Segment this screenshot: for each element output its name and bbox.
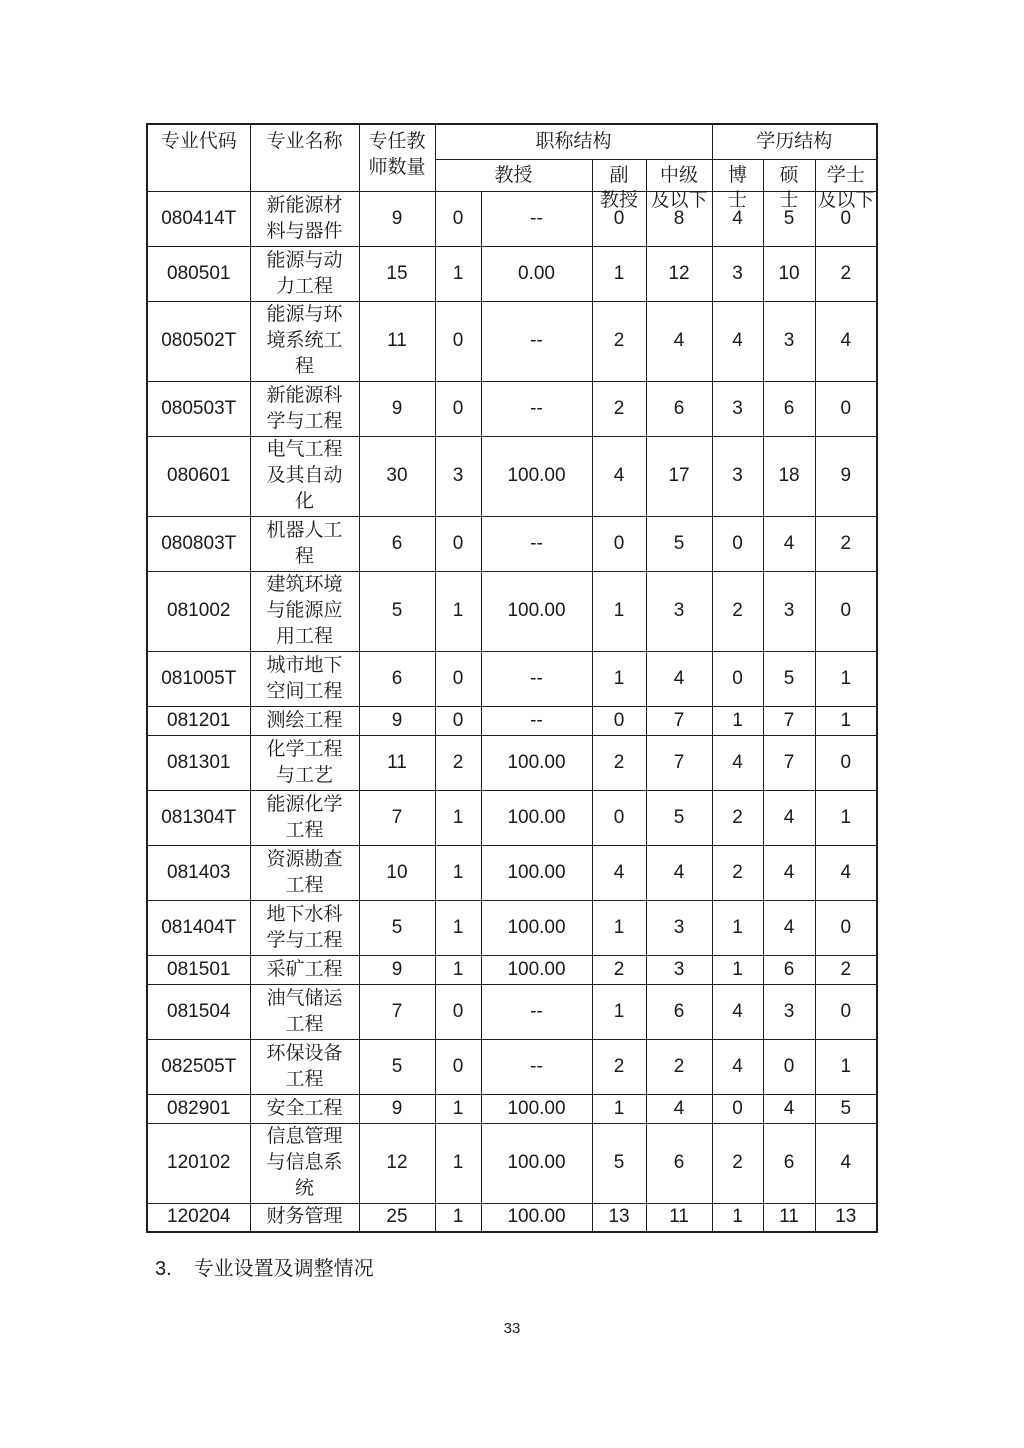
- professor-percent-cell: --: [481, 301, 592, 381]
- doctor-count-cell: 1: [712, 900, 763, 955]
- bachelor-count-cell: 13: [815, 1203, 877, 1232]
- bachelor-count-cell: 2: [815, 516, 877, 571]
- professor-count-cell: 1: [435, 845, 481, 900]
- professor-percent-cell: 100.00: [481, 955, 592, 984]
- professor-percent-cell: 100.00: [481, 436, 592, 516]
- associate-count-cell: 1: [592, 900, 646, 955]
- associate-count-cell: 2: [592, 301, 646, 381]
- major-code-cell: 120204: [147, 1203, 250, 1232]
- major-code-cell: 120102: [147, 1123, 250, 1203]
- associate-count-cell: 2: [592, 1039, 646, 1094]
- major-code-cell: 080501: [147, 246, 250, 301]
- associate-count-cell: 1: [592, 246, 646, 301]
- teacher-count-cell: 12: [359, 1123, 435, 1203]
- major-name-cell: 环保设备工程: [250, 1039, 359, 1094]
- bachelor-count-cell: 4: [815, 845, 877, 900]
- mid-level-count-cell: 3: [646, 955, 712, 984]
- doctor-count-cell: 0: [712, 516, 763, 571]
- bachelor-count-cell: 9: [815, 436, 877, 516]
- professor-count-cell: 1: [435, 1094, 481, 1123]
- major-name-cell: 能源与环境系统工程: [250, 301, 359, 381]
- major-code-cell: 081201: [147, 706, 250, 735]
- associate-count-cell: 2: [592, 955, 646, 984]
- table-row: [147, 651, 877, 706]
- professor-percent-cell: 100.00: [481, 790, 592, 845]
- table-row: [147, 1203, 877, 1232]
- table-row: [147, 845, 877, 900]
- major-code-cell: 080502T: [147, 301, 250, 381]
- professor-count-cell: 2: [435, 735, 481, 790]
- mid-level-count-cell: 8: [646, 191, 712, 246]
- major-code-cell: 081002: [147, 571, 250, 651]
- major-name-cell: 能源与动力工程: [250, 246, 359, 301]
- major-code-cell: 081301: [147, 735, 250, 790]
- table-row: [147, 246, 877, 301]
- teacher-count-cell: 10: [359, 845, 435, 900]
- master-count-cell: 0: [763, 1039, 815, 1094]
- associate-count-cell: 0: [592, 790, 646, 845]
- major-code-cell: 081501: [147, 955, 250, 984]
- mid-level-count-cell: 3: [646, 571, 712, 651]
- professor-count-cell: 0: [435, 706, 481, 735]
- major-name-cell: 化学工程与工艺: [250, 735, 359, 790]
- header-bachelor: 学士 及以下: [815, 159, 877, 191]
- header-master: 硕 士: [763, 159, 815, 191]
- doctor-count-cell: 2: [712, 1123, 763, 1203]
- bachelor-count-cell: 1: [815, 790, 877, 845]
- mid-level-count-cell: 6: [646, 1123, 712, 1203]
- professor-percent-cell: --: [481, 516, 592, 571]
- section-heading-text: 专业设置及调整情况: [193, 1258, 374, 1280]
- header-degree-structure-group: 学历结构: [712, 124, 877, 159]
- mid-level-count-cell: 5: [646, 790, 712, 845]
- major-code-cell: 081404T: [147, 900, 250, 955]
- bachelor-count-cell: 1: [815, 706, 877, 735]
- master-count-cell: 4: [763, 900, 815, 955]
- doctor-count-cell: 0: [712, 1094, 763, 1123]
- professor-percent-cell: 100.00: [481, 571, 592, 651]
- teacher-count-cell: 6: [359, 516, 435, 571]
- header-associate-clipped-line: 教授: [599, 189, 638, 211]
- table-row: [147, 381, 877, 436]
- professor-count-cell: 1: [435, 1203, 481, 1232]
- associate-count-cell: 0: [592, 516, 646, 571]
- table-row: [147, 1094, 877, 1123]
- teacher-count-cell: 15: [359, 246, 435, 301]
- table-row: [147, 516, 877, 571]
- bachelor-count-cell: 2: [815, 955, 877, 984]
- professor-count-cell: 0: [435, 651, 481, 706]
- bachelor-count-cell: 4: [815, 301, 877, 381]
- major-code-cell: 081403: [147, 845, 250, 900]
- table-row: [147, 571, 877, 651]
- major-name-cell: 城市地下空间工程: [250, 651, 359, 706]
- professor-count-cell: 1: [435, 955, 481, 984]
- major-code-cell: 080601: [147, 436, 250, 516]
- header-associate-professor: 副 教授: [592, 159, 646, 191]
- mid-level-count-cell: 4: [646, 651, 712, 706]
- major-name-cell: 地下水科学与工程: [250, 900, 359, 955]
- bachelor-count-cell: 4: [815, 1123, 877, 1203]
- header-doctor-clipped-line: 士: [728, 189, 748, 211]
- mid-level-count-cell: 12: [646, 246, 712, 301]
- major-name-cell: 新能源材料与器件: [250, 191, 359, 246]
- header-fulltime-teachers-line1: 专任教: [368, 131, 426, 152]
- associate-count-cell: 2: [592, 735, 646, 790]
- major-code-cell: 080803T: [147, 516, 250, 571]
- professor-count-cell: 0: [435, 301, 481, 381]
- header-doctor: 博 士: [712, 159, 763, 191]
- professor-percent-cell: --: [481, 651, 592, 706]
- teacher-count-cell: 5: [359, 1039, 435, 1094]
- major-code-cell: 081005T: [147, 651, 250, 706]
- teacher-count-cell: 30: [359, 436, 435, 516]
- major-name-cell: 安全工程: [250, 1094, 359, 1123]
- doctor-count-cell: 1: [712, 1203, 763, 1232]
- professor-count-cell: 1: [435, 571, 481, 651]
- teacher-count-cell: 9: [359, 955, 435, 984]
- master-count-cell: 5: [763, 651, 815, 706]
- doctor-count-cell: 2: [712, 790, 763, 845]
- professor-percent-cell: 100.00: [481, 1203, 592, 1232]
- professor-percent-cell: 100.00: [481, 1094, 592, 1123]
- major-code-cell: 082505T: [147, 1039, 250, 1094]
- professor-percent-cell: 100.00: [481, 735, 592, 790]
- teacher-count-cell: 7: [359, 790, 435, 845]
- doctor-count-cell: 4: [712, 735, 763, 790]
- professor-count-cell: 0: [435, 381, 481, 436]
- master-count-cell: 3: [763, 984, 815, 1039]
- page-number: 33: [503, 1320, 521, 1337]
- master-count-cell: 4: [763, 790, 815, 845]
- major-code-cell: 082901: [147, 1094, 250, 1123]
- professor-count-cell: 3: [435, 436, 481, 516]
- associate-count-cell: 1: [592, 984, 646, 1039]
- major-name-cell: 测绘工程: [250, 706, 359, 735]
- teacher-count-cell: 9: [359, 706, 435, 735]
- table-row: [147, 984, 877, 1039]
- doctor-count-cell: 4: [712, 984, 763, 1039]
- professor-count-cell: 0: [435, 191, 481, 246]
- master-count-cell: 3: [763, 301, 815, 381]
- major-name-cell: 建筑环境与能源应用工程: [250, 571, 359, 651]
- master-count-cell: 11: [763, 1203, 815, 1232]
- table-row: [147, 301, 877, 381]
- table-row: [147, 900, 877, 955]
- teacher-count-cell: 5: [359, 900, 435, 955]
- professor-percent-cell: --: [481, 984, 592, 1039]
- mid-level-count-cell: 4: [646, 1094, 712, 1123]
- table-row: [147, 706, 877, 735]
- major-code-cell: 081304T: [147, 790, 250, 845]
- major-code-cell: 080503T: [147, 381, 250, 436]
- header-fulltime-teachers: [359, 124, 435, 191]
- mid-level-count-cell: 5: [646, 516, 712, 571]
- professor-percent-cell: 100.00: [481, 900, 592, 955]
- master-count-cell: 4: [763, 516, 815, 571]
- teacher-count-cell: 9: [359, 381, 435, 436]
- major-code-cell: 081504: [147, 984, 250, 1039]
- header-master-clipped-line: 士: [779, 189, 799, 211]
- associate-count-cell: 2: [592, 381, 646, 436]
- professor-count-cell: 1: [435, 1123, 481, 1203]
- major-name-cell: 采矿工程: [250, 955, 359, 984]
- master-count-cell: 10: [763, 246, 815, 301]
- master-count-cell: 18: [763, 436, 815, 516]
- associate-count-cell: 4: [592, 436, 646, 516]
- major-name-cell: 电气工程及其自动化: [250, 436, 359, 516]
- master-count-cell: 6: [763, 1123, 815, 1203]
- teacher-count-cell: 5: [359, 571, 435, 651]
- doctor-count-cell: 2: [712, 571, 763, 651]
- bachelor-count-cell: 0: [815, 191, 877, 246]
- mid-level-count-cell: 17: [646, 436, 712, 516]
- master-count-cell: 6: [763, 955, 815, 984]
- doctor-count-cell: 3: [712, 246, 763, 301]
- professor-percent-cell: 100.00: [481, 1123, 592, 1203]
- doctor-count-cell: 3: [712, 436, 763, 516]
- teacher-count-cell: 25: [359, 1203, 435, 1232]
- professor-percent-cell: 100.00: [481, 845, 592, 900]
- mid-level-count-cell: 11: [646, 1203, 712, 1232]
- doctor-count-cell: 1: [712, 955, 763, 984]
- major-name-cell: 机器人工程: [250, 516, 359, 571]
- section-heading: [155, 1256, 374, 1282]
- header-title-structure-group: 职称结构: [435, 124, 712, 159]
- professor-count-cell: 1: [435, 246, 481, 301]
- professor-percent-cell: --: [481, 381, 592, 436]
- header-professor: 教授: [435, 159, 592, 191]
- mid-level-count-cell: 7: [646, 706, 712, 735]
- master-count-cell: 3: [763, 571, 815, 651]
- mid-level-count-cell: 7: [646, 735, 712, 790]
- faculty-structure-table: [146, 123, 878, 1233]
- table-row: [147, 436, 877, 516]
- master-count-cell: 4: [763, 845, 815, 900]
- associate-count-cell: 0: [592, 706, 646, 735]
- mid-level-count-cell: 6: [646, 984, 712, 1039]
- bachelor-count-cell: 0: [815, 900, 877, 955]
- header-bachelor-clipped-line: 及以下: [817, 189, 875, 211]
- teacher-count-cell: 11: [359, 301, 435, 381]
- professor-percent-cell: --: [481, 191, 592, 246]
- mid-level-count-cell: 3: [646, 900, 712, 955]
- bachelor-count-cell: 1: [815, 651, 877, 706]
- bachelor-count-cell: 5: [815, 1094, 877, 1123]
- major-name-cell: 财务管理: [250, 1203, 359, 1232]
- professor-percent-cell: --: [481, 706, 592, 735]
- major-name-cell: 信息管理与信息系统: [250, 1123, 359, 1203]
- associate-count-cell: 0: [592, 191, 646, 246]
- master-count-cell: 7: [763, 706, 815, 735]
- header-mid-clipped-line: 及以下: [650, 189, 708, 211]
- master-count-cell: 5: [763, 191, 815, 246]
- major-code-cell: 080414T: [147, 191, 250, 246]
- professor-count-cell: 1: [435, 900, 481, 955]
- professor-count-cell: 0: [435, 1039, 481, 1094]
- doctor-count-cell: 4: [712, 301, 763, 381]
- mid-level-count-cell: 2: [646, 1039, 712, 1094]
- teacher-count-cell: 6: [359, 651, 435, 706]
- doctor-count-cell: 0: [712, 651, 763, 706]
- professor-percent-cell: 0.00: [481, 246, 592, 301]
- teacher-count-cell: 9: [359, 191, 435, 246]
- associate-count-cell: 5: [592, 1123, 646, 1203]
- professor-percent-cell: --: [481, 1039, 592, 1094]
- master-count-cell: 6: [763, 381, 815, 436]
- table-row: [147, 1039, 877, 1094]
- header-fulltime-teachers-clipped-line: 师数量: [368, 157, 426, 178]
- table-row: [147, 790, 877, 845]
- professor-count-cell: 1: [435, 790, 481, 845]
- doctor-count-cell: 2: [712, 845, 763, 900]
- header-major-code: 专业代码: [147, 124, 250, 191]
- master-count-cell: 7: [763, 735, 815, 790]
- professor-count-cell: 0: [435, 984, 481, 1039]
- associate-count-cell: 1: [592, 1094, 646, 1123]
- bachelor-count-cell: 0: [815, 571, 877, 651]
- major-name-cell: 资源勘查工程: [250, 845, 359, 900]
- bachelor-count-cell: 2: [815, 246, 877, 301]
- mid-level-count-cell: 4: [646, 301, 712, 381]
- bachelor-count-cell: 1: [815, 1039, 877, 1094]
- master-count-cell: 4: [763, 1094, 815, 1123]
- bachelor-count-cell: 0: [815, 984, 877, 1039]
- mid-level-count-cell: 6: [646, 381, 712, 436]
- doctor-count-cell: 3: [712, 381, 763, 436]
- table-row: [147, 955, 877, 984]
- header-mid-level: 中级 及以下: [646, 159, 712, 191]
- section-heading-number: 3.: [155, 1258, 172, 1280]
- associate-count-cell: 1: [592, 571, 646, 651]
- doctor-count-cell: 4: [712, 1039, 763, 1094]
- bachelor-count-cell: 0: [815, 735, 877, 790]
- associate-count-cell: 4: [592, 845, 646, 900]
- major-name-cell: 能源化学工程: [250, 790, 359, 845]
- header-major-name: 专业名称: [250, 124, 359, 191]
- doctor-count-cell: 1: [712, 706, 763, 735]
- associate-count-cell: 13: [592, 1203, 646, 1232]
- doctor-count-cell: 4: [712, 191, 763, 246]
- mid-level-count-cell: 4: [646, 845, 712, 900]
- bachelor-count-cell: 0: [815, 381, 877, 436]
- professor-count-cell: 0: [435, 516, 481, 571]
- major-name-cell: 新能源科学与工程: [250, 381, 359, 436]
- teacher-count-cell: 11: [359, 735, 435, 790]
- associate-count-cell: 1: [592, 651, 646, 706]
- teacher-count-cell: 9: [359, 1094, 435, 1123]
- major-name-cell: 油气储运工程: [250, 984, 359, 1039]
- table-row: [147, 735, 877, 790]
- header-row-1: [147, 124, 877, 159]
- table-row: [147, 1123, 877, 1203]
- teacher-count-cell: 7: [359, 984, 435, 1039]
